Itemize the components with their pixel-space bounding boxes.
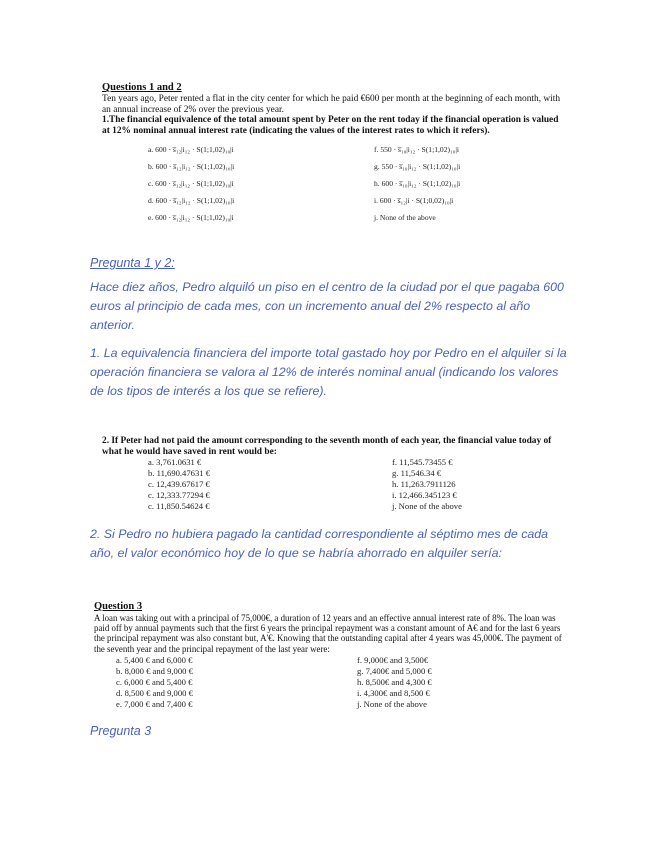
- questions-1-2-block: [102, 82, 562, 136]
- q3-option-d: d. 8,500 € and 9,000 €: [116, 688, 193, 698]
- q2-option-f: f. 11,545.73455 €: [392, 457, 453, 467]
- q2-option-g: g. 11,546.34 €: [392, 468, 442, 478]
- spanish-intro: Hace diez años, Pedro alquiló un piso en el centro de la ciudad por el que pagaba 600 euros al principio de cada mes, con un incremento anual del 2% respecto al año anterior.: [90, 280, 564, 332]
- question-3-text: A loan was taking out with a principal of 75,000€, a duration of 12 years and an effective annual interest rate of 8%. The loan was paid off by annual payments such that the first 6 years the principal repayment was a constant amount of A€ and for the last 6 years the principal repayment was also constant but, A'€. Knowing that the outstanding capital after 4 years was 45,000€. The payment of the seventh year and the principal repayment of the last year were:: [94, 613, 562, 654]
- q1-option-f: f. 550 · s̅₁₀|i₁₂ · S(1;1,02)₁₀|i: [374, 145, 459, 154]
- spanish-heading-3: Pregunta 3: [90, 724, 152, 738]
- q2-option-c: c. 12,439.67617 €: [148, 479, 210, 489]
- q3-option-h: h. 8,500€ and 4,300 €: [357, 677, 432, 687]
- spanish-question-2: 2. Si Pedro no hubiera pagado la cantidad correspondiente al séptimo mes de cada año, el valor económico hoy de lo que se habría ahorrado en alquiler sería:: [90, 527, 549, 560]
- q3-option-g: g. 7,400€ and 5,000 €: [357, 666, 432, 676]
- q2-option-h: h. 11,263.7911126: [392, 479, 456, 489]
- question-3-block: [94, 601, 562, 654]
- q1-option-e: e. 600 · s̅₁₂|i₁₂ · S(1;1,02)₁₀|i: [148, 213, 234, 222]
- q2-option-d: c. 12,333.77294 €: [148, 490, 210, 500]
- q3-option-e: e. 7,000 € and 7,400 €: [116, 699, 193, 709]
- question-2-text: 2. If Peter had not paid the amount corresponding to the seventh month of each year, the financial value today of what he would have saved in rent would be:: [102, 436, 552, 457]
- spanish-heading-1-2: Pregunta 1 y 2:: [90, 256, 175, 270]
- spanish-question-1: 1. La equivalencia financiera del importe total gastado hoy por Pedro en el alquiler si la operación financiera se valora al 12% de interés nominal anual (indicando los valores de los tipos de interés a los que se refiere).: [90, 346, 567, 398]
- q1-option-j: j. None of the above: [374, 213, 436, 222]
- q1-option-c: c. 600 · s̅₁₂|i₁₂ · S(1;1,02)₁₀|i: [148, 179, 234, 188]
- q1-option-a: a. 600 · s̅₁₂|i₁₂ · S(1;1,02)₁₀|i: [148, 145, 234, 154]
- q3-option-i: i. 4,300€ and 8,500 €: [357, 688, 430, 698]
- q2-option-a: a. 3,761.0631 €: [148, 457, 202, 467]
- q3-option-j: j. None of the above: [357, 699, 427, 709]
- question-3-title: Question 3: [94, 601, 143, 612]
- spanish-question-3-block: [90, 722, 151, 741]
- question-1-text: 1.The financial equivalence of the total amount spent by Peter on the rent today if the financial operation is valued at 12% nominal annual interest rate (indicating the values of the interest rates to which it refers).: [102, 115, 559, 136]
- q2-option-b: b. 11,690.47631 €: [148, 468, 210, 478]
- q1-option-b: b. 600 · s̅₁₂|i₁₂ · S(1;1,02)₁₀|i: [148, 162, 235, 171]
- q1-option-d: d. 600 · s̅₁₂|i₁₂ · S(1;1,02)₁₀|i: [148, 196, 235, 205]
- q1-option-h: h. 600 · s̅₁₀|i₁₂ · S(1;1,02)₁₀|i: [374, 179, 461, 188]
- q3-option-c: c. 6,000 € and 5,400 €: [116, 677, 193, 687]
- spanish-questions-1-2: [90, 256, 572, 401]
- questions-1-2-title: Questions 1 and 2: [102, 82, 182, 93]
- q1-option-i: i. 600 · s̅₁₂|i · S(1;0,02)₁₀|i: [374, 196, 454, 205]
- spanish-question-2-block: [90, 525, 572, 563]
- q2-option-j: j. None of the above: [392, 501, 462, 511]
- q3-option-a: a. 5,400 € and 6,000 €: [116, 655, 193, 665]
- q2-option-i: i. 12,466.345123 €: [392, 490, 457, 500]
- question-2-block: [102, 436, 562, 457]
- questions-1-2-intro: Ten years ago, Peter rented a flat in the city center for which he paid €600 per month at the beginning of each month, with an annual increase of 2% over the previous year.: [102, 94, 561, 115]
- q3-option-f: f. 9,000€ and 3,500€: [357, 655, 429, 665]
- q2-option-e: c. 11,850.54624 €: [148, 501, 210, 511]
- q1-option-g: g. 550 · s̅₁₀|i₁₂ · S(1;1,02)₁₀|i: [374, 162, 461, 171]
- q3-option-b: b. 8,000 € and 9,000 €: [116, 666, 193, 676]
